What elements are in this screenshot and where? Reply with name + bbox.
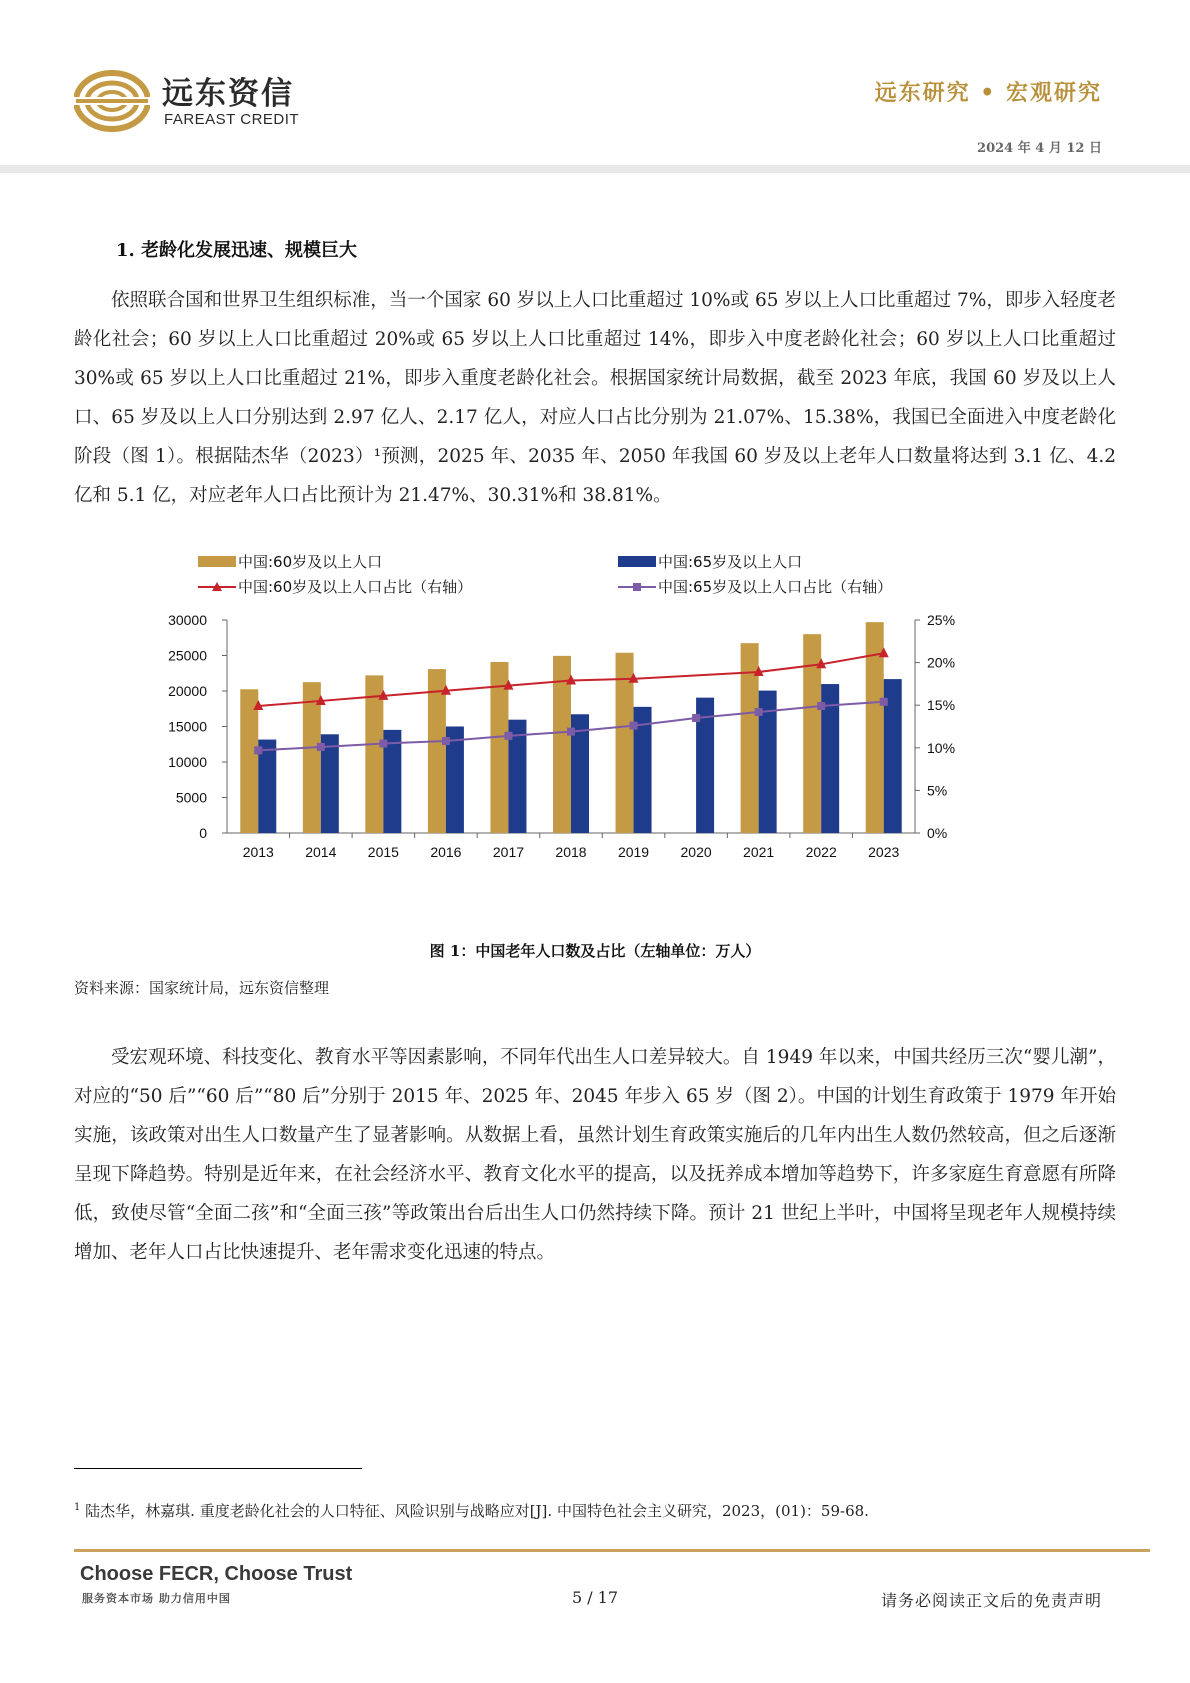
report-series: 远东研究 • 宏观研究	[874, 80, 1102, 106]
brand-name-cn: 远东资信	[162, 76, 294, 112]
y-right-tick-label: 5%	[927, 782, 948, 799]
footnote-text: 陆杰华，林嘉琪. 重度老龄化社会的人口特征、风险识别与战略应对[J]. 中国特色社会主义研究，2023，(01)：59-68.	[85, 1502, 869, 1520]
x-tick-label: 2022	[805, 844, 837, 860]
y-left-tick-label: 10000	[168, 754, 207, 770]
point-age65-share	[567, 728, 575, 736]
fareast-logo-icon	[74, 70, 150, 132]
legend-swatch	[198, 556, 236, 567]
legend-label: 中国:65岁及以上人口	[658, 553, 803, 571]
point-age65-share	[880, 698, 888, 706]
y-right-tick-label: 15%	[927, 697, 956, 714]
x-tick-label: 2019	[617, 844, 650, 860]
figure-caption: 图 1：中国老年人口数及占比（左轴单位：万人）	[429, 942, 761, 960]
point-age65-share	[504, 732, 512, 740]
x-tick-label: 2023	[868, 844, 900, 860]
point-age65-share	[692, 714, 700, 722]
x-tick-label: 2020	[680, 844, 712, 860]
x-tick-label: 2014	[305, 844, 337, 860]
y-left-tick-label: 0	[199, 825, 207, 841]
legend-label: 中国:60岁及以上人口	[238, 553, 383, 571]
brand-name-en: FAREAST CREDIT	[164, 111, 300, 128]
report-date: 2024 年 4 月 12 日	[977, 141, 1102, 156]
header-divider	[0, 165, 1190, 173]
x-tick-label: 2016	[430, 844, 462, 860]
elderly-population-chart	[160, 540, 1010, 940]
x-tick-label: 2018	[555, 844, 587, 860]
legend-label: 中国:65岁及以上人口占比（右轴）	[658, 578, 893, 596]
y-left-tick-label: 20000	[168, 683, 207, 699]
y-left-tick-label: 30000	[168, 612, 207, 628]
disclaimer-note: 请务必阅读正文后的免责声明	[880, 1591, 1102, 1610]
bar-age60	[240, 689, 258, 833]
legend-label: 中国:60岁及以上人口占比（右轴）	[238, 578, 473, 596]
footnote	[74, 1500, 869, 1521]
point-age65-share	[317, 743, 325, 751]
point-age65-share	[379, 740, 387, 748]
point-age65-share	[817, 702, 825, 710]
point-age65-share	[755, 708, 763, 716]
point-age65-share	[442, 737, 450, 745]
y-right-tick-label: 20%	[927, 654, 956, 671]
y-right-tick-label: 0%	[927, 825, 948, 841]
y-right-tick-label: 10%	[927, 739, 956, 756]
footer-slogan: Choose FECR, Choose Trust	[80, 1563, 353, 1585]
footer-divider	[74, 1549, 1150, 1552]
footnote-marker: 1	[74, 1502, 81, 1513]
footer-subtitle: 服务资本市场 助力信用中国	[82, 1592, 231, 1605]
x-tick-label: 2017	[492, 844, 525, 860]
legend-marker	[633, 583, 641, 591]
point-age65-share	[630, 722, 638, 730]
chart-svg	[160, 540, 1010, 940]
y-left-tick-label: 25000	[168, 647, 207, 664]
paragraph-birth-trends: 受宏观环境、科技变化、教育水平等因素影响，不同年代出生人口差异较大。自 1949 年以来，中国共经历三次“婴儿潮”，对应的“50 后”“60 后”“80 后”分别于 2015 年、2025 年、2045 年步入 65 岁（图 2）。中国的计划生育政策于 1979 年开始实施，该政策对出生人口数量产生了显著影响。从数据上看，虽然计划生育政策实施后的几年内出生人数仍然较高，但之后逐渐呈现下降趋势。特别是近年来，在社会经济水平、教育文化水平的提高，以及抚养成本增加等趋势下，许多家庭生育意愿有所降低，致使尽管“全面二孩”和“全面三孩”等政策出台后出生人口仍然持续下降。预计 21 世纪上半叶，中国将呈现老年人规模持续增加、老年人口占比快速提升、老年需求变化迅速的特点。	[74, 1047, 1116, 1263]
x-tick-label: 2021	[743, 844, 775, 860]
x-tick-label: 2015	[367, 844, 399, 860]
point-age65-share	[254, 746, 262, 754]
x-tick-label: 2013	[242, 844, 274, 860]
data-source: 资料来源：国家统计局，远东资信整理	[74, 979, 330, 997]
section-title: 1. 老龄化发展迅速、规模巨大	[116, 240, 358, 261]
y-left-tick-label: 15000	[168, 718, 207, 735]
paragraph-aging-standards: 依照联合国和世界卫生组织标准，当一个国家 60 岁以上人口比重超过 10%或 65 岁以上人口比重超过 7%，即步入轻度老龄化社会；60 岁以上人口比重超过 20%或 65 岁以上人口比重超过 14%，即步入中度老龄化社会；60 岁以上人口比重超过 30%或 65 岁以上人口比重超过 21%，即步入重度老龄化社会。根据国家统计局数据，截至 2023 年底，我国 60 岁及以上人口、65 岁及以上人口分别达到 2.97 亿人、2.17 亿人，对应人口占比分别为 21.07%、15.38%，我国已全面进入中度老龄化阶段（图 1）。根据陆杰华（2023）¹预测，2025 年、2035 年、2050 年我国 60 岁及以上老年人口数量将达到 3.1 亿、4.2 亿和 5.1 亿，对应老年人口占比预计为 21.47%、30.31%和 38.81%。	[74, 290, 1116, 506]
y-left-tick-label: 5000	[175, 789, 207, 806]
footnote-divider	[74, 1468, 362, 1469]
y-right-tick-label: 25%	[927, 612, 956, 628]
page-number: 5 / 17	[571, 1588, 619, 1607]
legend-swatch	[618, 556, 656, 567]
